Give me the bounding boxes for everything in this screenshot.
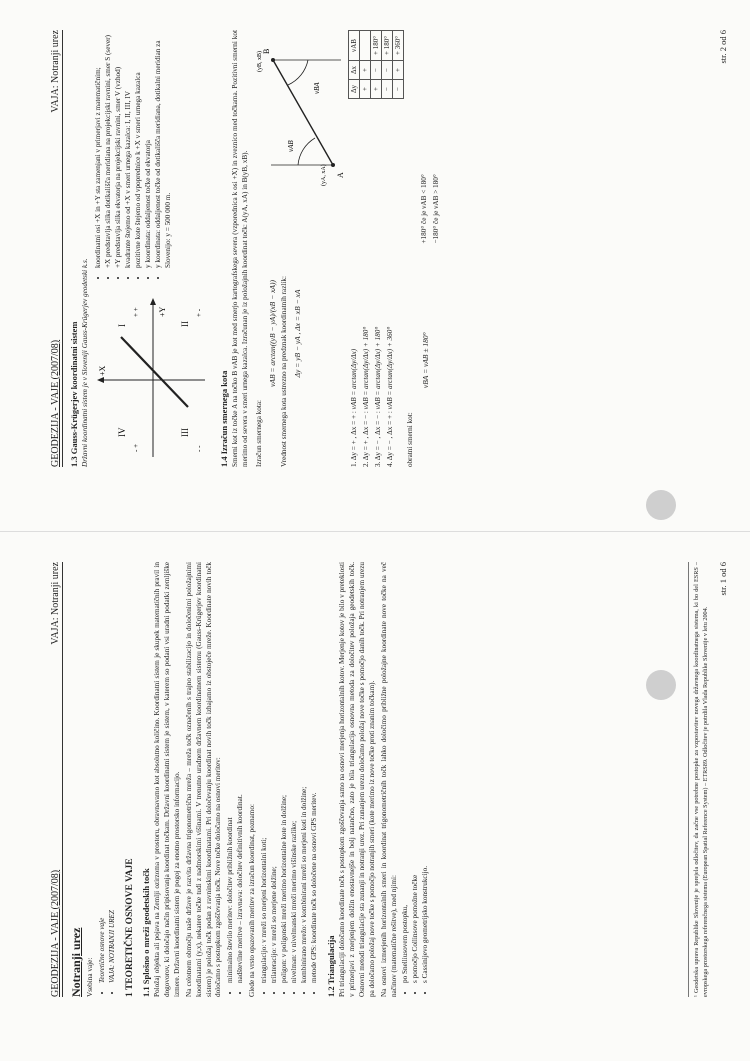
header-exercise: VAJA: Notranji urez	[50, 562, 61, 645]
page-header	[50, 562, 63, 997]
list-item: • nadštevilne meritve – izravnava: določitev definitivnih koordinat.	[236, 562, 246, 983]
list-item: • +X predstavlja slika dotikališča meridiana na projekcijski ravnini, smer S (sever)	[104, 30, 114, 268]
binder-hole	[646, 490, 676, 520]
table-cell: +	[370, 80, 381, 99]
case-number: 1.	[349, 461, 358, 467]
bearing-formula: νAB = arctan((yB − yA)/(xB − xA))	[267, 280, 277, 387]
page-1	[0, 531, 750, 1061]
list-item: • s pomočjo Collinsove pomožne točke	[411, 562, 421, 983]
list-item: • po Snelliusovem postopku,	[401, 562, 411, 983]
list-item: • VAJA: NOTRANJI UREZ	[108, 562, 118, 983]
case-condition: Δy = − , Δx = − :	[373, 411, 382, 461]
page-number: str. 2 od 6	[718, 30, 728, 64]
paragraph: Pri triangulaciji določamo koordinate točk s postopkom zgoščevanja samo na osnovi merjenja horizontalnih kotov. Merjenje kotov je bilo v preteklosti v primerjavi z merjenjem dolžin enostavnejše in bolj natančno, zato je bila triangulacija osnovna metoda za določitev položaja geodetskih točk. Osnovni metodi triangulacije sta zunanji in notranji urez. Pri zunanjem urezu določamo položaj nove točke s pomočjo danih točk. Pri notranjem urezu pa določamo položaj nove točke s pomočjo notranjih smeri (kote merimo iz nove točke proti znanim točkam).	[337, 562, 376, 997]
point-b-coords: (yB, xB)	[256, 51, 263, 72]
subsection-heading: 1.3 Gauss-Krügerjev koordinatni sistem	[69, 321, 79, 467]
gk-properties-list	[94, 30, 211, 268]
point-a-coords: (yA, xA)	[320, 164, 327, 186]
subsection-heading: 1.2 Triangulacija	[325, 935, 336, 997]
quadrant-label: I	[116, 324, 127, 327]
quadrant-sign: - +	[131, 443, 140, 452]
list-item: • +Y predstavlja slika ekvatorja na projekcijski ravnini, smer V (vzhod)	[114, 30, 124, 268]
footnote	[688, 562, 712, 997]
contents-list	[98, 562, 118, 983]
binder-hole	[646, 670, 676, 700]
cases-row	[348, 30, 404, 467]
case-result: νAB = arctan(Δy/Δx) + 180°	[373, 326, 382, 410]
measurement-list	[226, 562, 246, 983]
paragraph: Na osnovi izmerjenih horizontalnih smeri in koordinat trigonometričnih točk lahko določimo približne položajne koordinate nove točke na več načinov (matematične rešitve), med njimi:	[379, 562, 398, 997]
list-item: • kvadrante štejemo od +X v smeri urnega kazalca: I, II, III, IV	[124, 30, 134, 268]
table-cell: + 360°	[392, 31, 403, 61]
reverse-conditions	[418, 30, 444, 244]
quadrant-sign: - -	[194, 445, 203, 452]
table-cell: −	[381, 61, 392, 80]
footnote-text: ¹ Geodetska uprava Republike Slovenije je sprejela odločitev, da začne vse potrebne postopke za vzpostavitev novega državnega koordinatnega sistema, ki bo del ESRS – evropskega prostorskega referenčnega sistema (European Spatial Reference System) – ETRS89. Odločitev je potrdila Vlada Republike Slovenije v letu 2004.	[693, 562, 709, 997]
bearing-ba-label: νBA	[312, 82, 321, 94]
quadrant-sign: + +	[131, 307, 140, 317]
reverse-condition: +180° če je νAB < 180°	[419, 174, 428, 244]
case-number: 4.	[385, 461, 394, 467]
case-result: νAB = arctan(Δy/Δx) + 360°	[385, 326, 394, 410]
case-line	[374, 109, 384, 467]
paragraph: Vrednost smernega kota ustrezno na predznak koordinatnih razlik:	[279, 276, 288, 467]
table-row	[392, 31, 403, 99]
page-header	[50, 30, 63, 467]
header-course: GEODEZIJA - VAJE (2007/08)	[50, 339, 61, 467]
contents-label: Vsebina vaje:	[86, 957, 94, 997]
reverse-condition: −180° če je νAB > 180°	[431, 174, 440, 244]
table-cell	[359, 31, 370, 61]
table-cell: + 180°	[370, 31, 381, 61]
case-condition: Δy = − , Δx = + :	[385, 411, 394, 461]
paragraph: Smerni kot iz točke A na točko B νAB je kot med smerjo kartografskega severa (vzporednica k osi +X) in zveznico med točkama. Pozitivni smerni kot merimo od severa v smeri urnega kazalca. Izračunan je iz položajnih koordinat točk: A(yA, xA) in B(yB, xB).	[230, 30, 249, 467]
list-item: • Teoretične osnove vaje	[98, 562, 108, 983]
table-header-row	[348, 31, 359, 99]
list-item: • koordinatni osi +X in +Y sta zamenjani v primerjavi z matematičnim;	[94, 30, 104, 268]
case-result: νAB = arctan(Δy/Δx) + 180°	[361, 326, 370, 410]
axis-y-label: +Y	[157, 306, 167, 317]
list-item: • minimalno število meritev: določitev približnih koordinat	[226, 562, 236, 983]
list-item: • pozitivne kote štejemo od vpoprednice k +X v smeri urnega kazalca	[134, 30, 144, 268]
table-cell: −	[381, 80, 392, 99]
list-item: • y koordinata: oddaljenost točke od dotikališča meridiana, dotikalni meridian za Slovenijo: y = 500 000 m.	[154, 30, 174, 268]
document-title: Notranji urez	[69, 927, 83, 997]
section-heading: 1 TEORETIČNE OSNOVE VAJE	[124, 858, 135, 997]
paragraph: Glede na vrsto opazovanih meritev za izračun koordinat, poznamo:	[248, 804, 257, 997]
case-list	[348, 109, 404, 467]
list-item: • nivelman: v nivelmanski mreži merimo višinske razlike;	[290, 562, 300, 983]
solution-list	[401, 562, 431, 983]
table-cell: +	[359, 61, 370, 80]
reverse-formula: νBA = νAB ± 180°	[420, 332, 430, 389]
header-course: GEODEZIJA - VAJE (2007/08)	[50, 869, 61, 997]
list-item: • s Cassinijevo geometrijsko konstrukcijo.	[421, 562, 431, 983]
quadrant-label: III	[179, 428, 190, 437]
paragraph: Državni koordinatni sistem je v Sloveniji Gauss-Krügerjev geodetski k.s.	[81, 258, 89, 467]
subsection-heading: 1.4 Izračun smernega kota	[218, 370, 229, 467]
reverse-intro: obratni smerni kot:	[405, 412, 414, 467]
table-cell: +	[359, 80, 370, 99]
case-line	[362, 109, 372, 467]
list-item: • y koordinata: oddaljenost točke od ekvatorja	[144, 30, 154, 268]
header-exercise: VAJA: Notranji urez	[50, 30, 61, 113]
table-row	[359, 31, 370, 99]
bearing-row	[253, 30, 348, 467]
case-condition: Δy = + , Δx = + :	[349, 411, 358, 461]
table-row	[381, 31, 392, 99]
bearing-ab-label: νAB	[286, 140, 295, 152]
delta-formula: Δy = yB − yA , Δx = xB − xA	[292, 289, 302, 378]
table-cell: +	[392, 61, 403, 80]
axis-x-label: +X	[97, 365, 107, 376]
case-number: 2.	[361, 461, 370, 467]
table-header: Δx	[348, 61, 359, 80]
point-a-label: A	[335, 172, 345, 178]
table-cell: −	[370, 61, 381, 80]
list-item: • metode GPS: koordinate točk so določene na osnovi GPS meritev.	[310, 562, 320, 983]
quadrant-diagram	[93, 292, 213, 467]
case-condition: Δy = + , Δx = − :	[361, 411, 370, 461]
formula-intro: Izračun smernega kota:	[254, 399, 263, 467]
paragraph: Položaj objekta ali pojava na Zemlji ozirzoma v prostoru, obravnavamo kot absolutno količino. Koordinatni sistem je skupek matematičnih pravil in dogovorov, ki določajo način pripisovanja koordinat točkam. Državni koordinatni sistem je sistem, v katerem so podani vsi uradni podatki zemljiške izmere. Državni koordinatni sistem je pogoj za enotno prostorsko informacijo.	[152, 562, 181, 997]
list-item: • trilateracijo: v mreži so merjene dolžine;	[270, 562, 280, 983]
subsection-heading: 1.1 Splošno o mreži geodetskih točk	[140, 868, 151, 997]
case-line	[386, 109, 396, 467]
table-header: νAB	[348, 31, 359, 61]
table-cell: −	[392, 80, 403, 99]
list-item: • poligon: v poligonski mreži merimo horizontalne kote in dolžine;	[280, 562, 290, 983]
case-number: 3.	[373, 461, 382, 467]
paragraph: Na celotnem območju naše države je razvita državna trigonometrična mreža – mreža točk označenih s trajno stabilizacijo in določenimi položajnimi koordinatami (y,x), nekatere točke tudi z nadmorskimi višinami. V trenutno uradnem državnem koordinatnem sistemu (Gauss-Krügerjev koordinatni sistem) je položaj točk podan z ravninskimi koordinatami. Pri določevanju koordinat novih točk izhajamo iz obstoječe mreže. Koordinate novih točk določamo s postopkom zgoščevanja točk. Nove točke določamo na osnovi meritev:	[184, 562, 223, 997]
table-cell: + 180°	[381, 31, 392, 61]
gk-row	[93, 30, 213, 467]
case-line	[350, 109, 360, 467]
sign-table	[348, 30, 404, 99]
list-item: • triangulacijo: v mreži so merjeni horizontalni koti;	[260, 562, 270, 983]
method-list	[260, 562, 320, 983]
quadrant-label: II	[179, 321, 190, 327]
bearing-diagram	[253, 30, 348, 190]
reverse-row	[418, 30, 444, 467]
quadrant-sign: + -	[194, 308, 203, 317]
bearing-formulas	[253, 200, 348, 467]
table-row	[370, 31, 381, 99]
page-number: str. 1 od 6	[718, 562, 728, 596]
list-item: • kombinirano mrežo: v kombinirani mreži so merjeni koti in dolžine;	[300, 562, 310, 983]
case-result: νAB = arctan(Δy/Δx)	[349, 348, 358, 410]
point-b-label: B	[261, 48, 271, 54]
quadrant-label: IV	[116, 427, 127, 437]
table-header: Δy	[348, 80, 359, 99]
